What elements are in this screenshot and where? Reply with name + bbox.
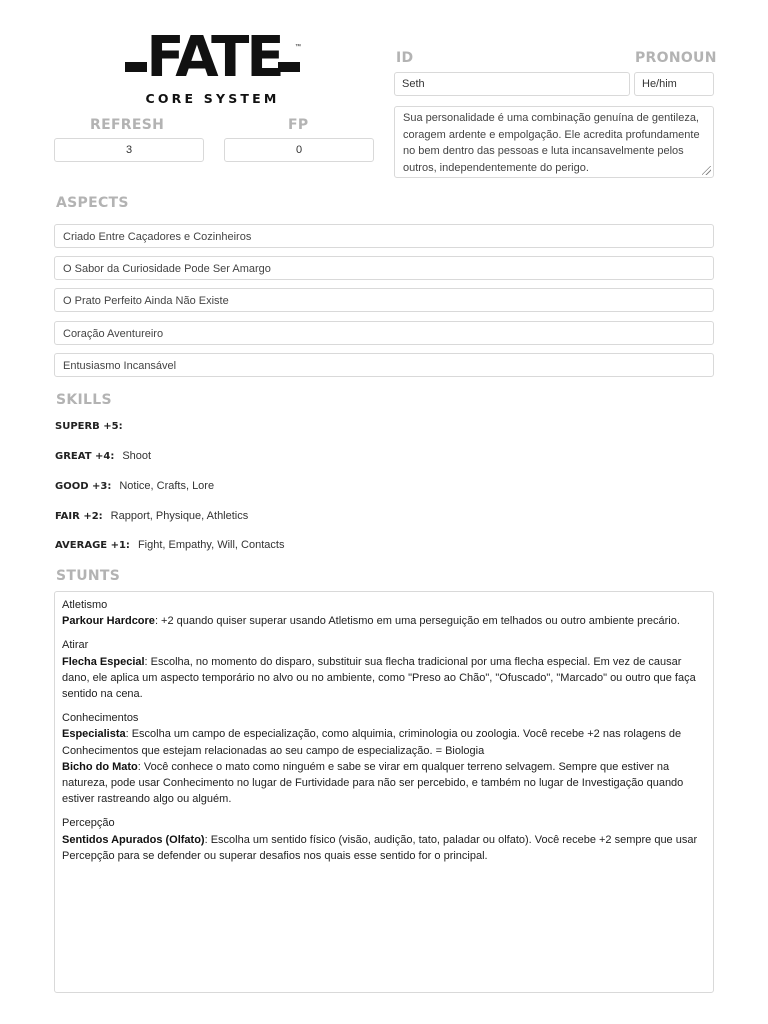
aspect-field-1[interactable]: Criado Entre Caçadores e Cozinheiros bbox=[54, 224, 714, 248]
skill-level: GOOD +3: bbox=[55, 481, 112, 492]
aspect-field-5[interactable]: Entusiasmo Incansável bbox=[54, 353, 714, 377]
skill-level: SUPERB +5: bbox=[55, 421, 123, 432]
skill-row-great bbox=[55, 450, 151, 462]
stunt-category: Percepção bbox=[62, 817, 115, 830]
stunt-category: Atirar bbox=[62, 639, 89, 652]
stunts-textarea[interactable] bbox=[54, 591, 714, 993]
aspect-field-4[interactable]: Coração Aventureiro bbox=[54, 321, 714, 345]
pronoun-label: PRONOUN bbox=[635, 50, 717, 66]
refresh-field[interactable]: 3 bbox=[54, 138, 204, 162]
fate-logo bbox=[120, 26, 305, 110]
skill-level: FAIR +2: bbox=[55, 511, 103, 522]
stunt-entry bbox=[62, 726, 706, 758]
stunt-group-conhecimentos bbox=[62, 710, 706, 807]
refresh-label: REFRESH bbox=[90, 117, 165, 133]
skill-values[interactable]: Rapport, Physique, Athletics bbox=[110, 510, 249, 522]
id-label: ID bbox=[396, 50, 414, 66]
skill-values[interactable]: Shoot bbox=[122, 450, 152, 462]
stunt-text: : Você conhece o mato como ninguém e sabe se virar em qualquer terreno selvagem. Sempre que estiver na natureza, pode usar Conhecimento no lugar de Furtividade para não ser percebido, e também no lugar de Investigação quando estiver rastreando algo ou alguém. bbox=[62, 760, 684, 806]
description-text: Sua personalidade é uma combinação genuína de gentileza, coragem ardente e empolgação. Ele acredita profundamente no bem dentro das pessoas e luta incansavelmente pelos outros, independentemente do perigo. bbox=[403, 112, 700, 174]
logo-tm: ™ bbox=[295, 44, 301, 50]
stunt-entry bbox=[62, 613, 706, 629]
skill-level: GREAT +4: bbox=[55, 451, 115, 462]
stunt-name: Flecha Especial bbox=[62, 655, 145, 668]
aspects-label: ASPECTS bbox=[56, 195, 129, 211]
stunt-group-atirar bbox=[62, 637, 706, 702]
logo-subtitle: CORE SYSTEM bbox=[145, 91, 280, 106]
description-textarea[interactable] bbox=[394, 106, 714, 178]
stunt-text: : Escolha um campo de especialização, como alquimia, criminologia ou zoologia. Você recebe +2 nas rolagens de Conhecimentos que estejam relacionadas ao seu campo de especialização. = Biologia bbox=[62, 728, 682, 757]
aspect-field-3[interactable]: O Prato Perfeito Ainda Não Existe bbox=[54, 288, 714, 312]
stunt-category: Atletismo bbox=[62, 599, 108, 611]
stunt-group-percepcao bbox=[62, 815, 706, 864]
skill-values[interactable]: Notice, Crafts, Lore bbox=[119, 480, 215, 492]
skills-label: SKILLS bbox=[56, 392, 112, 408]
logo-title: FATE bbox=[146, 25, 282, 90]
skill-values[interactable]: Fight, Empathy, Will, Contacts bbox=[137, 539, 285, 551]
stunt-name: Bicho do Mato bbox=[62, 760, 138, 773]
aspect-field-2[interactable]: O Sabor da Curiosidade Pode Ser Amargo bbox=[54, 256, 714, 280]
stunt-name: Sentidos Apurados (Olfato) bbox=[62, 833, 205, 846]
skill-level: AVERAGE +1: bbox=[55, 540, 130, 551]
skill-row-good bbox=[55, 480, 214, 492]
stunt-entry bbox=[62, 759, 706, 808]
stunt-text: : Escolha um sentido físico (visão, audição, tato, paladar ou olfato). Você recebe +2 sempre que usar Percepção para se defender ou superar desafios nos quais esse sentido for o principal. bbox=[62, 833, 698, 862]
stunt-entry bbox=[62, 654, 706, 703]
id-field[interactable]: Seth bbox=[394, 72, 630, 96]
fp-field[interactable]: 0 bbox=[224, 138, 374, 162]
stunt-group-atletismo bbox=[62, 597, 706, 629]
skill-row-fair bbox=[55, 510, 248, 522]
stunts-label: STUNTS bbox=[56, 568, 121, 584]
stunt-text: : Escolha, no momento do disparo, substituir sua flecha tradicional por uma flecha especial. Em vez de causar dano, ele aplica um aspecto temporário no alvo ou no ambiente, como "Preso ao Chão", "Ofuscado", "Marcado" ou outro que faça sentido na cena. bbox=[62, 655, 696, 701]
skill-row-superb bbox=[55, 420, 131, 432]
fp-label: FP bbox=[288, 117, 309, 133]
stunt-category: Conhecimentos bbox=[62, 712, 139, 725]
resize-handle-icon[interactable] bbox=[702, 166, 711, 175]
stunt-entry bbox=[62, 832, 706, 864]
stunt-name: Parkour Hardcore bbox=[62, 615, 155, 628]
stunt-name: Especialista bbox=[62, 728, 126, 741]
pronoun-field[interactable]: He/him bbox=[634, 72, 714, 96]
skill-row-average bbox=[55, 539, 284, 551]
stunt-text: : +2 quando quiser superar usando Atletismo em uma perseguição em telhados ou outro ambiente precário. bbox=[154, 615, 680, 628]
